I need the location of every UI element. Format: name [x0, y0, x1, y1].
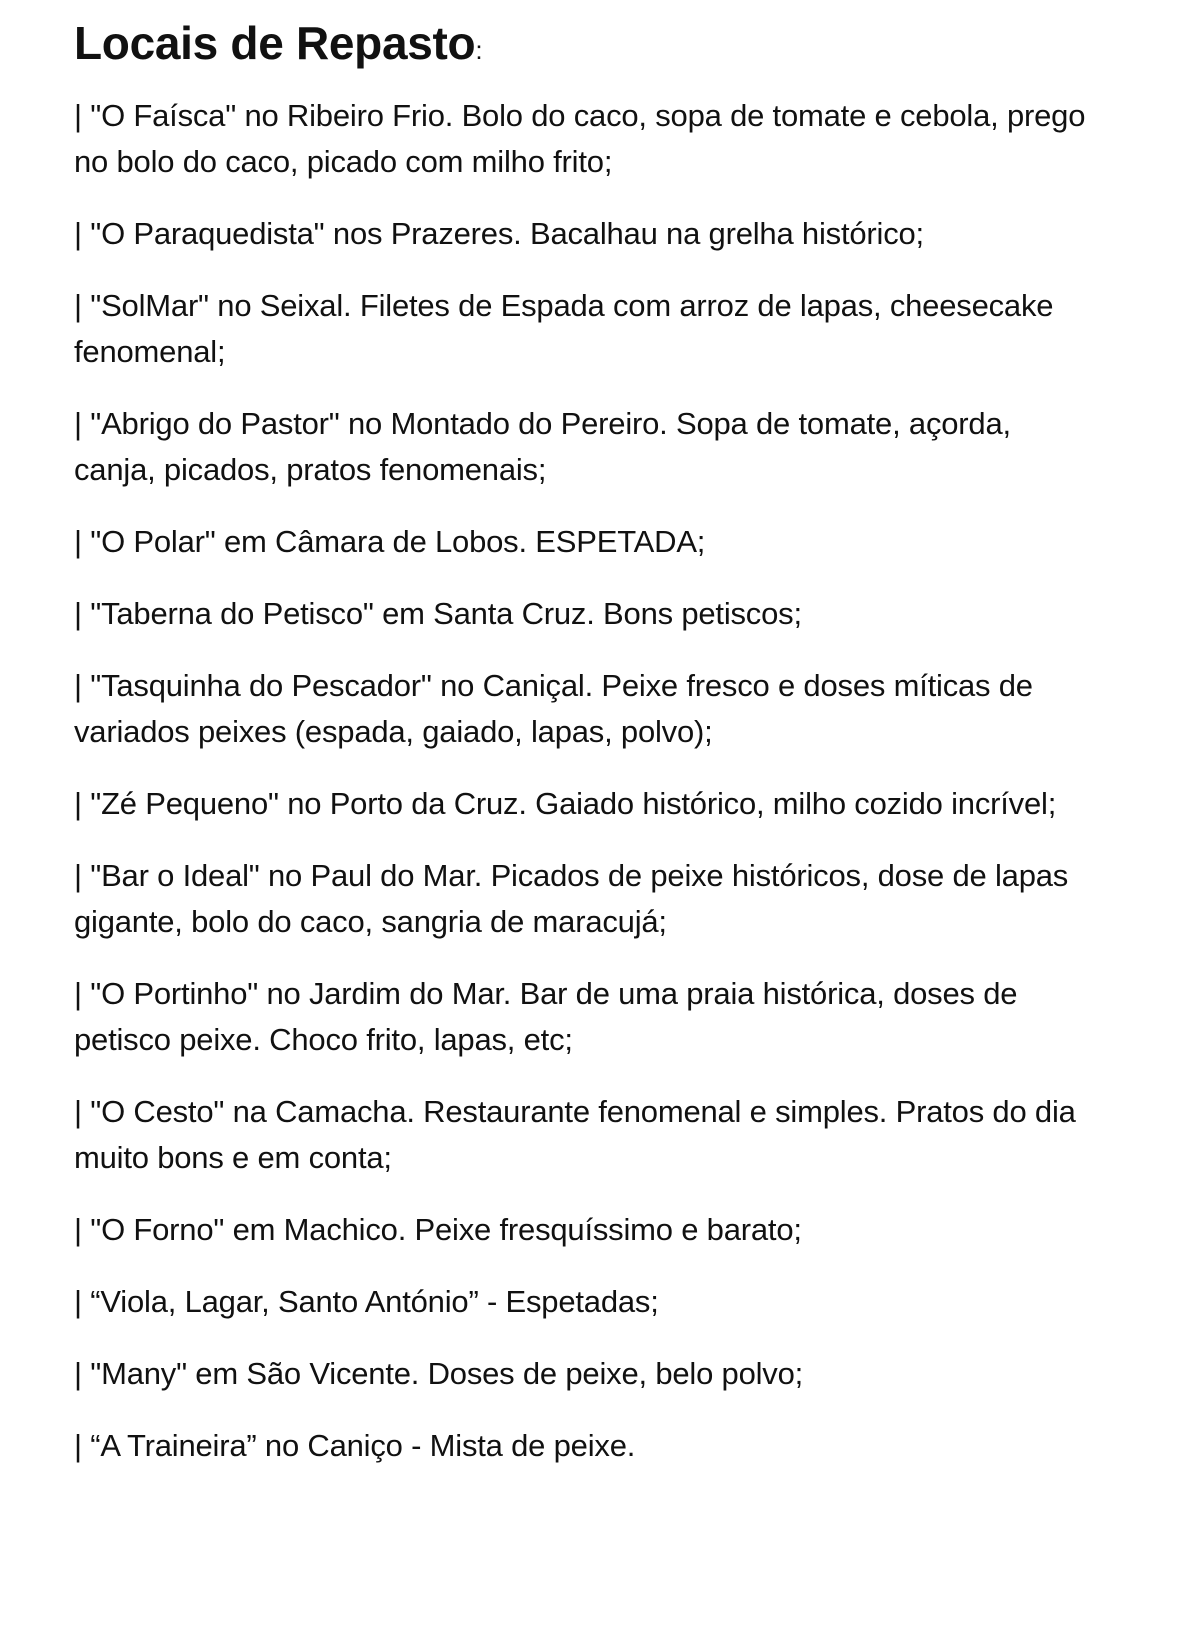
- list-item-o-paraquedista: | "O Paraquedista" nos Prazeres. Bacalhau na grelha histórico;: [74, 215, 924, 251]
- document-page: [74, 18, 1094, 1495]
- list-item-o-portinho: | "O Portinho" no Jardim do Mar. Bar de uma praia histórica, doses de petisco peixe. Choco frito, lapas, etc;: [74, 975, 1018, 1057]
- list-item-o-cesto: | "O Cesto" na Camacha. Restaurante fenomenal e simples. Pratos do dia muito bons e em conta;: [74, 1093, 1076, 1175]
- list-item-tasquinha-do-pescador: | "Tasquinha do Pescador" no Caniçal. Peixe fresco e doses míticas de variados peixes (espada, gaiado, lapas, polvo);: [74, 667, 1033, 749]
- list-item-o-polar: | "O Polar" em Câmara de Lobos. ESPETADA;: [74, 523, 706, 559]
- page-title-row: [74, 18, 1094, 69]
- list-item-solmar: | "SolMar" no Seixal. Filetes de Espada com arroz de lapas, cheesecake fenomenal;: [74, 287, 1054, 369]
- list-item-ze-pequeno: | "Zé Pequeno" no Porto da Cruz. Gaiado histórico, milho cozido incrível;: [74, 785, 1057, 821]
- page-title: Locais de Repasto: [74, 17, 476, 69]
- list-item-a-traineira: | “A Traineira” no Caniço - Mista de peixe.: [74, 1427, 636, 1463]
- list-item-o-forno: | "O Forno" em Machico. Peixe fresquíssimo e barato;: [74, 1211, 802, 1247]
- list-item-viola-lagar-santo-antonio: | “Viola, Lagar, Santo António” - Espetadas;: [74, 1283, 659, 1319]
- list-item-abrigo-do-pastor: | "Abrigo do Pastor" no Montado do Pereiro. Sopa de tomate, açorda, canja, picados, pratos fenomenais;: [74, 405, 1011, 487]
- page-title-colon: :: [475, 35, 483, 65]
- list-item-taberna-do-petisco: | "Taberna do Petisco" em Santa Cruz. Bons petiscos;: [74, 595, 802, 631]
- restaurant-list: [74, 93, 1094, 1469]
- list-item-many: | "Many" em São Vicente. Doses de peixe, belo polvo;: [74, 1355, 804, 1391]
- list-item-o-faisca: | "O Faísca" no Ribeiro Frio. Bolo do caco, sopa de tomate e cebola, prego no bolo do caco, picado com milho frito;: [74, 97, 1086, 179]
- list-item-bar-o-ideal: | "Bar o Ideal" no Paul do Mar. Picados de peixe históricos, dose de lapas gigante, bolo do caco, sangria de maracujá;: [74, 857, 1069, 939]
